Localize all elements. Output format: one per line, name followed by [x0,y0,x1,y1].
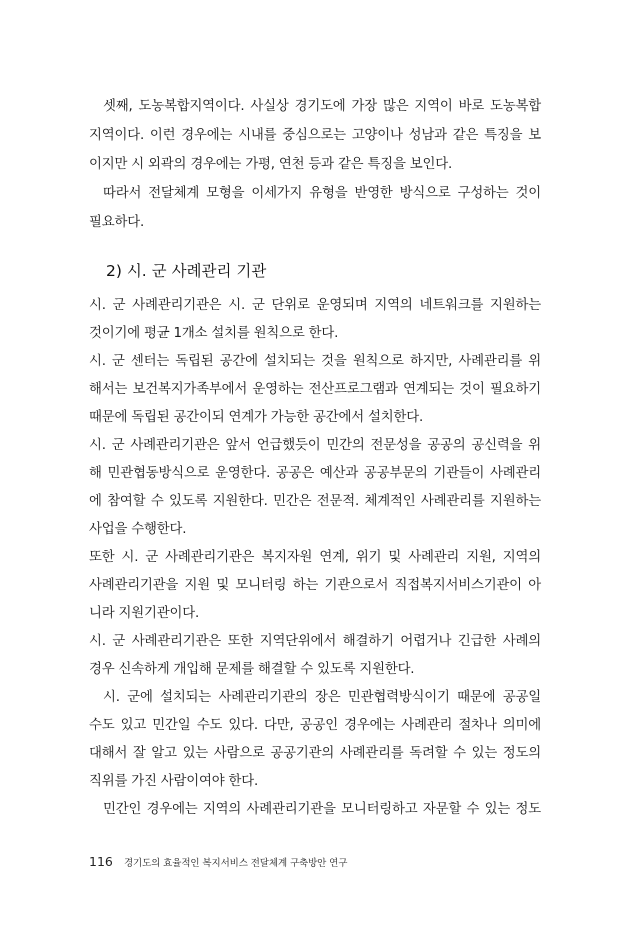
body-line: 에 참여할 수 있도록 지원한다. 민간은 전문적. 체계적인 사례관리를 지원하는 [89,494,541,509]
body-line: 시. 군 센터는 독립된 공간에 설치되는 것을 원칙으로 하지만, 사례관리를 위 [89,354,541,369]
body-line: 니라 지원기관이다. [89,606,199,621]
page-footer [89,851,347,870]
body-line: 경우 신속하게 개입해 문제를 해결할 수 있도록 지원한다. [89,662,415,677]
body-line: 수도 있고 민간일 수도 있다. 다만, 공공인 경우에는 사례관리 절차나 의미에 [89,718,541,733]
body-line: 직위를 가진 사람이여야 한다. [89,774,259,789]
para2-line-1: 따라서 전달체계 모형을 이세가지 유형을 반영한 방식으로 구성하는 것이 [103,186,541,201]
body-line: 대해서 잘 알고 있는 사람으로 공공기관의 사례관리를 독려할 수 있는 정도의 [89,746,541,761]
body-line: 시. 군 사례관리기관은 시. 군 단위로 운영되며 지역의 네트워크를 지원하는 [89,298,541,313]
body-line: 시. 군 사례관리기관은 또한 지역단위에서 해결하기 어렵거나 긴급한 사례의 [89,634,541,649]
body-line: 또한 시. 군 사례관리기관은 복지자원 연계, 위기 및 사례관리 지원, 지역의 [89,550,541,565]
body-line: 시. 군 사례관리기관은 앞서 언급했듯이 민간의 전문성을 공공의 공신력을 위 [89,438,541,453]
body-line: 사업을 수행한다. [89,522,187,537]
body-line: 해 민관협동방식으로 운영한다. 공공은 예산과 공공부문의 기관들이 사례관리 [89,466,541,481]
body-line: 것이기에 평균 1개소 설치를 원칙으로 한다. [89,326,339,341]
para2-line-2: 필요하다. [89,215,144,230]
body-line: 해서는 보건복지가족부에서 운영하는 전산프로그램과 연계되는 것이 필요하기 [89,382,541,397]
para1-line-2: 지역이다. 이런 경우에는 시내를 중심으로는 고양이나 성남과 같은 특징을 보 [89,128,541,143]
section-heading: 2) 시. 군 사례관리 기관 [106,262,267,280]
body-line: 민간인 경우에는 지역의 사례관리기관을 모니터링하고 자문할 수 있는 정도 [103,802,541,817]
body-line: 사례관리기관을 지원 및 모니터링 하는 기관으로서 직접복지서비스기관이 아 [89,578,541,593]
para1-line-3: 이지만 시 외곽의 경우에는 가평, 연천 등과 같은 특징을 보인다. [89,157,453,172]
page-number: 116 [89,854,113,869]
body-line: 시. 군에 설치되는 사례관리기관의 장은 민관협력방식이기 때문에 공공일 [103,690,541,705]
body-line: 때문에 독립된 공간이되 연계가 가능한 공간에서 설치한다. [89,410,424,425]
para1-line-1: 셋째, 도농복합지역이다. 사실상 경기도에 가장 많은 지역이 바로 도농복합 [103,99,541,114]
book-title: 경기도의 효율적인 복지서비스 전달체계 구축방안 연구 [123,858,348,869]
